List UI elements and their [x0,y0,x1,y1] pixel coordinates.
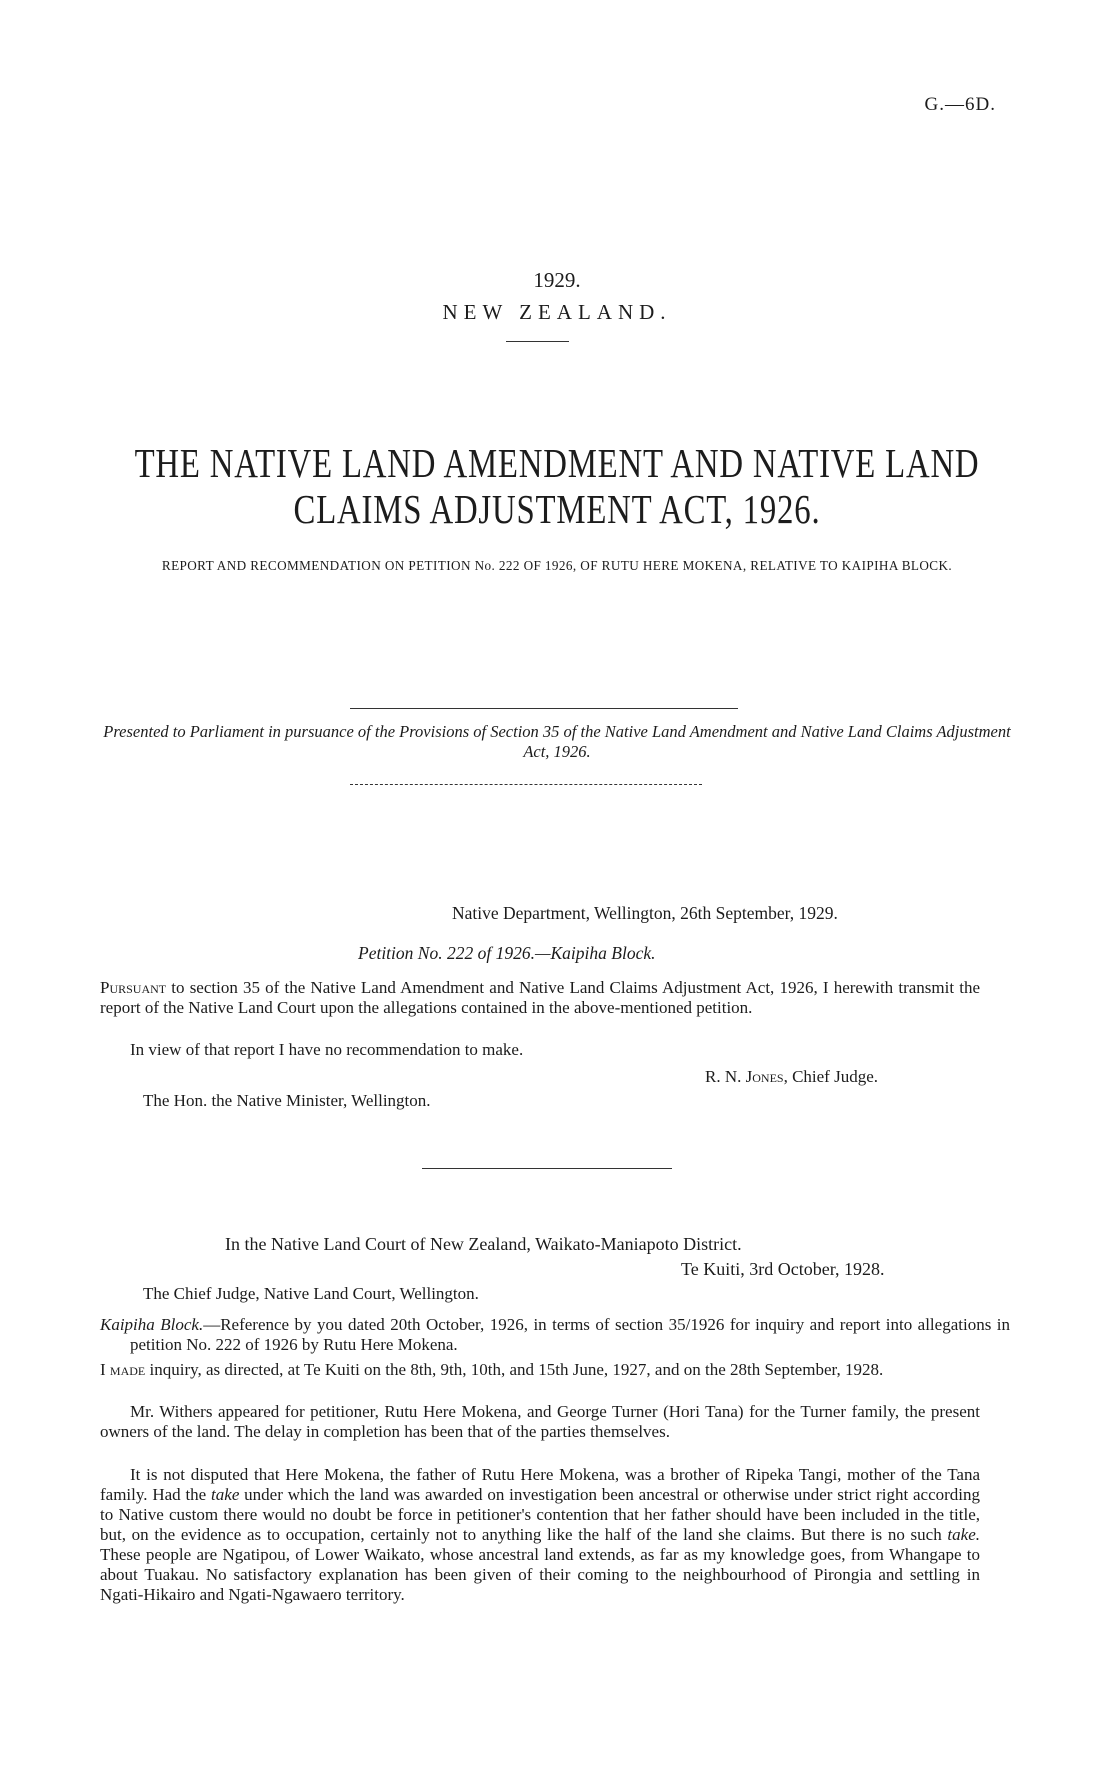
report-reference-body: —Reference by you dated 20th October, 1926, in terms of section 35/1926 for inquiry and report into allegations in petition No. 222 of 1926 by Rutu Here Mokena. [130,1315,1011,1354]
report-paragraph-1 [100,1360,980,1380]
masthead-divider [506,341,569,342]
report-paragraph-3-part-b: under which the land was awarded on investigation been ancestral or otherwise under strict right according to Native custom there would no doubt be force in petitioner's contention that her father should have been included in the title, but, on the evidence as to occupation, certainly not to anything like the half of the land she claims. But there is no such [100,1485,980,1544]
report-paragraph-1-lead: I made [100,1360,146,1379]
page-reference: G.—6D. [924,94,996,115]
report-paragraph-3 [100,1465,980,1605]
report-reference-lead: Kaipiha Block. [100,1315,204,1334]
court-line: In the Native Land Court of New Zealand, Waikato-Maniapoto District. [225,1234,742,1254]
country-heading: NEW ZEALAND. [442,300,672,324]
presented-divider-top [350,708,738,709]
act-title [111,440,1002,532]
act-title-line-1: THE NATIVE LAND AMENDMENT AND NATIVE LAND [134,440,980,486]
act-title-line-2: CLAIMS ADJUSTMENT ACT, 1926. [293,486,821,532]
report-paragraph-3-part-c: These people are Ngatipou, of Lower Waikato, whose ancestral land extends, as far as my knowledge goes, from Whangape to about Tuakau. No satisfactory explanation has been given of their coming to the neighbourhood of Pirongia and settling in Ngati-Hikairo and Ngati-Ngawaero territory. [100,1545,980,1604]
presented-divider-bottom [350,784,702,785]
signature [705,1067,878,1087]
report-subtitle: REPORT AND RECOMMENDATION ON PETITION No. 222 OF 1926, OF RUTU HERE MOKENA, RELATIVE TO KAIPIHA BLOCK. [161,558,953,573]
signature-title: , Chief Judge. [783,1067,879,1086]
report-paragraph-1-body: inquiry, as directed, at Te Kuiti on the 8th, 9th, 10th, and 15th June, 1927, and on the 28th September, 1928. [145,1360,884,1379]
presented-statement: Presented to Parliament in pursuance of the Provisions of Section 35 of the Native Land Amendment and Native Land Claims Adjustment Act, 1926. [103,722,1011,761]
petition-title: Petition No. 222 of 1926.—Kaipiha Block. [358,943,656,963]
covering-paragraph-1-lead: Pursuant [100,978,167,997]
letter-addressee: The Hon. the Native Minister, Wellington. [143,1091,431,1110]
signature-initials: R. N. [705,1067,746,1086]
report-addressee: The Chief Judge, Native Land Court, Wellington. [143,1284,479,1303]
report-paragraph-3-part-a: It is not disputed that Here Mokena, the father of Rutu Here Mokena, was a brother of Ripeka Tangi, mother of the Tana family. Had the [100,1465,980,1504]
signature-name: Jones [745,1067,784,1086]
report-place-date: Te Kuiti, 3rd October, 1928. [681,1259,885,1279]
report-paragraph-2: Mr. Withers appeared for petitioner, Rutu Here Mokena, and George Turner (Hori Tana) for the Turner family, the present owners of the land. The delay in completion has been that of the parties themselves. [100,1402,980,1441]
dateline: Native Department, Wellington, 26th September, 1929. [452,903,838,923]
report-paragraph-3-take-1: take [211,1485,240,1504]
section-divider [422,1168,672,1169]
covering-paragraph-1-body: to section 35 of the Native Land Amendment and Native Land Claims Adjustment Act, 1926, I herewith transmit the report of the Native Land Court upon the allegations contained in the above-mentioned petition. [100,978,980,1017]
report-paragraph-3-take-2: take. [947,1525,980,1544]
publication-year: 1929. [533,268,581,292]
covering-paragraph-1 [100,978,980,1018]
covering-paragraph-2: In view of that report I have no recommendation to make. [130,1040,524,1059]
report-reference [100,1315,1010,1355]
